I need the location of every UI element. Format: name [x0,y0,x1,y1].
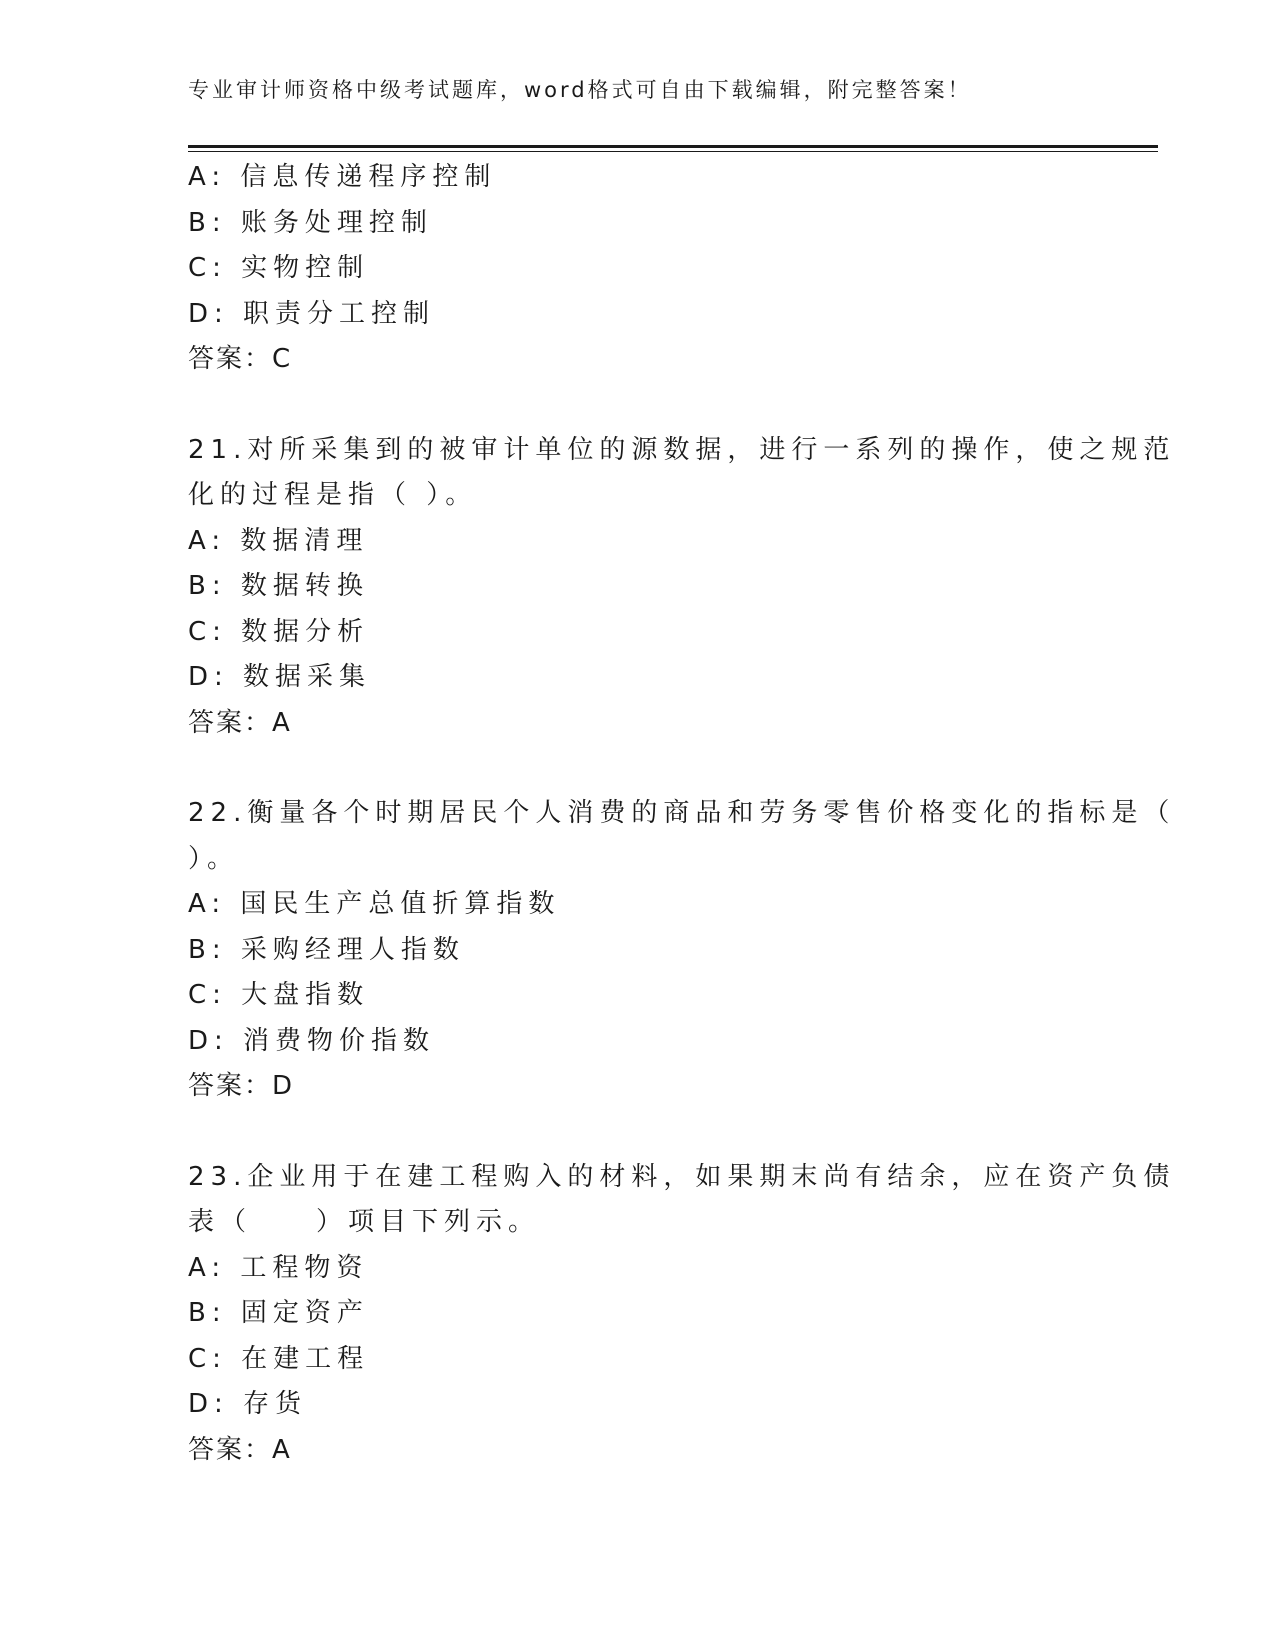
option-c: C: 在建工程 [188,1343,370,1374]
answer-line: 答案：A [188,1434,292,1465]
option-b: B: 账务处理控制 [188,207,433,238]
answer-line: 答案：D [188,1071,295,1101]
option-d: D: 职责分工控制 [188,298,436,329]
question-stem-continued: ）。 [188,843,240,874]
spacer [188,746,1088,791]
option-b: B: 数据转换 [188,571,369,601]
question-stem: 23.企业用于在建工程购入的材料，如果期末尚有结余，应在资产负债 [188,1161,1176,1192]
answer-line: 答案：C [188,344,293,374]
spacer [188,383,1088,428]
option-c: C: 数据分析 [188,616,370,647]
answer-line: 答案：A [188,707,292,738]
option-a: A: 信息传递程序控制 [188,162,497,192]
question-stem: 22.衡量各个时期居民个人消费的商品和劳务零售价格变化的指标是（ [188,798,1176,828]
question-stem: 21.对所采集到的被审计单位的源数据，进行一系列的操作，使之规范 [188,434,1176,465]
page-header: 专业审计师资格中级考试题库，word格式可自由下载编辑，附完整答案！ [188,78,972,102]
option-a: A: 数据清理 [188,525,369,556]
question-stem-continued: 表（ ）项目下列示。 [188,1207,541,1237]
option-a: A: 国民生产总值折算指数 [188,889,561,919]
option-d: D: 数据采集 [188,662,372,692]
option-c: C: 大盘指数 [188,980,370,1010]
option-d: D: 消费物价指数 [188,1025,436,1056]
question-stem-continued: 化的过程是指（ ）。 [188,480,478,510]
question-list [188,155,1176,1473]
option-a: A: 工程物资 [188,1252,369,1283]
option-d: D: 存货 [188,1389,308,1419]
question-21 [188,428,1176,747]
header-rule-thick [188,145,1158,148]
option-c: C: 实物控制 [188,253,370,283]
question-20-tail [188,155,1088,383]
option-b: B: 采购经理人指数 [188,934,465,965]
spacer [188,1110,1088,1155]
option-b: B: 固定资产 [188,1298,369,1328]
question-23 [188,1155,1176,1474]
header-rule-thin [188,151,1158,152]
question-22 [188,791,1176,1110]
